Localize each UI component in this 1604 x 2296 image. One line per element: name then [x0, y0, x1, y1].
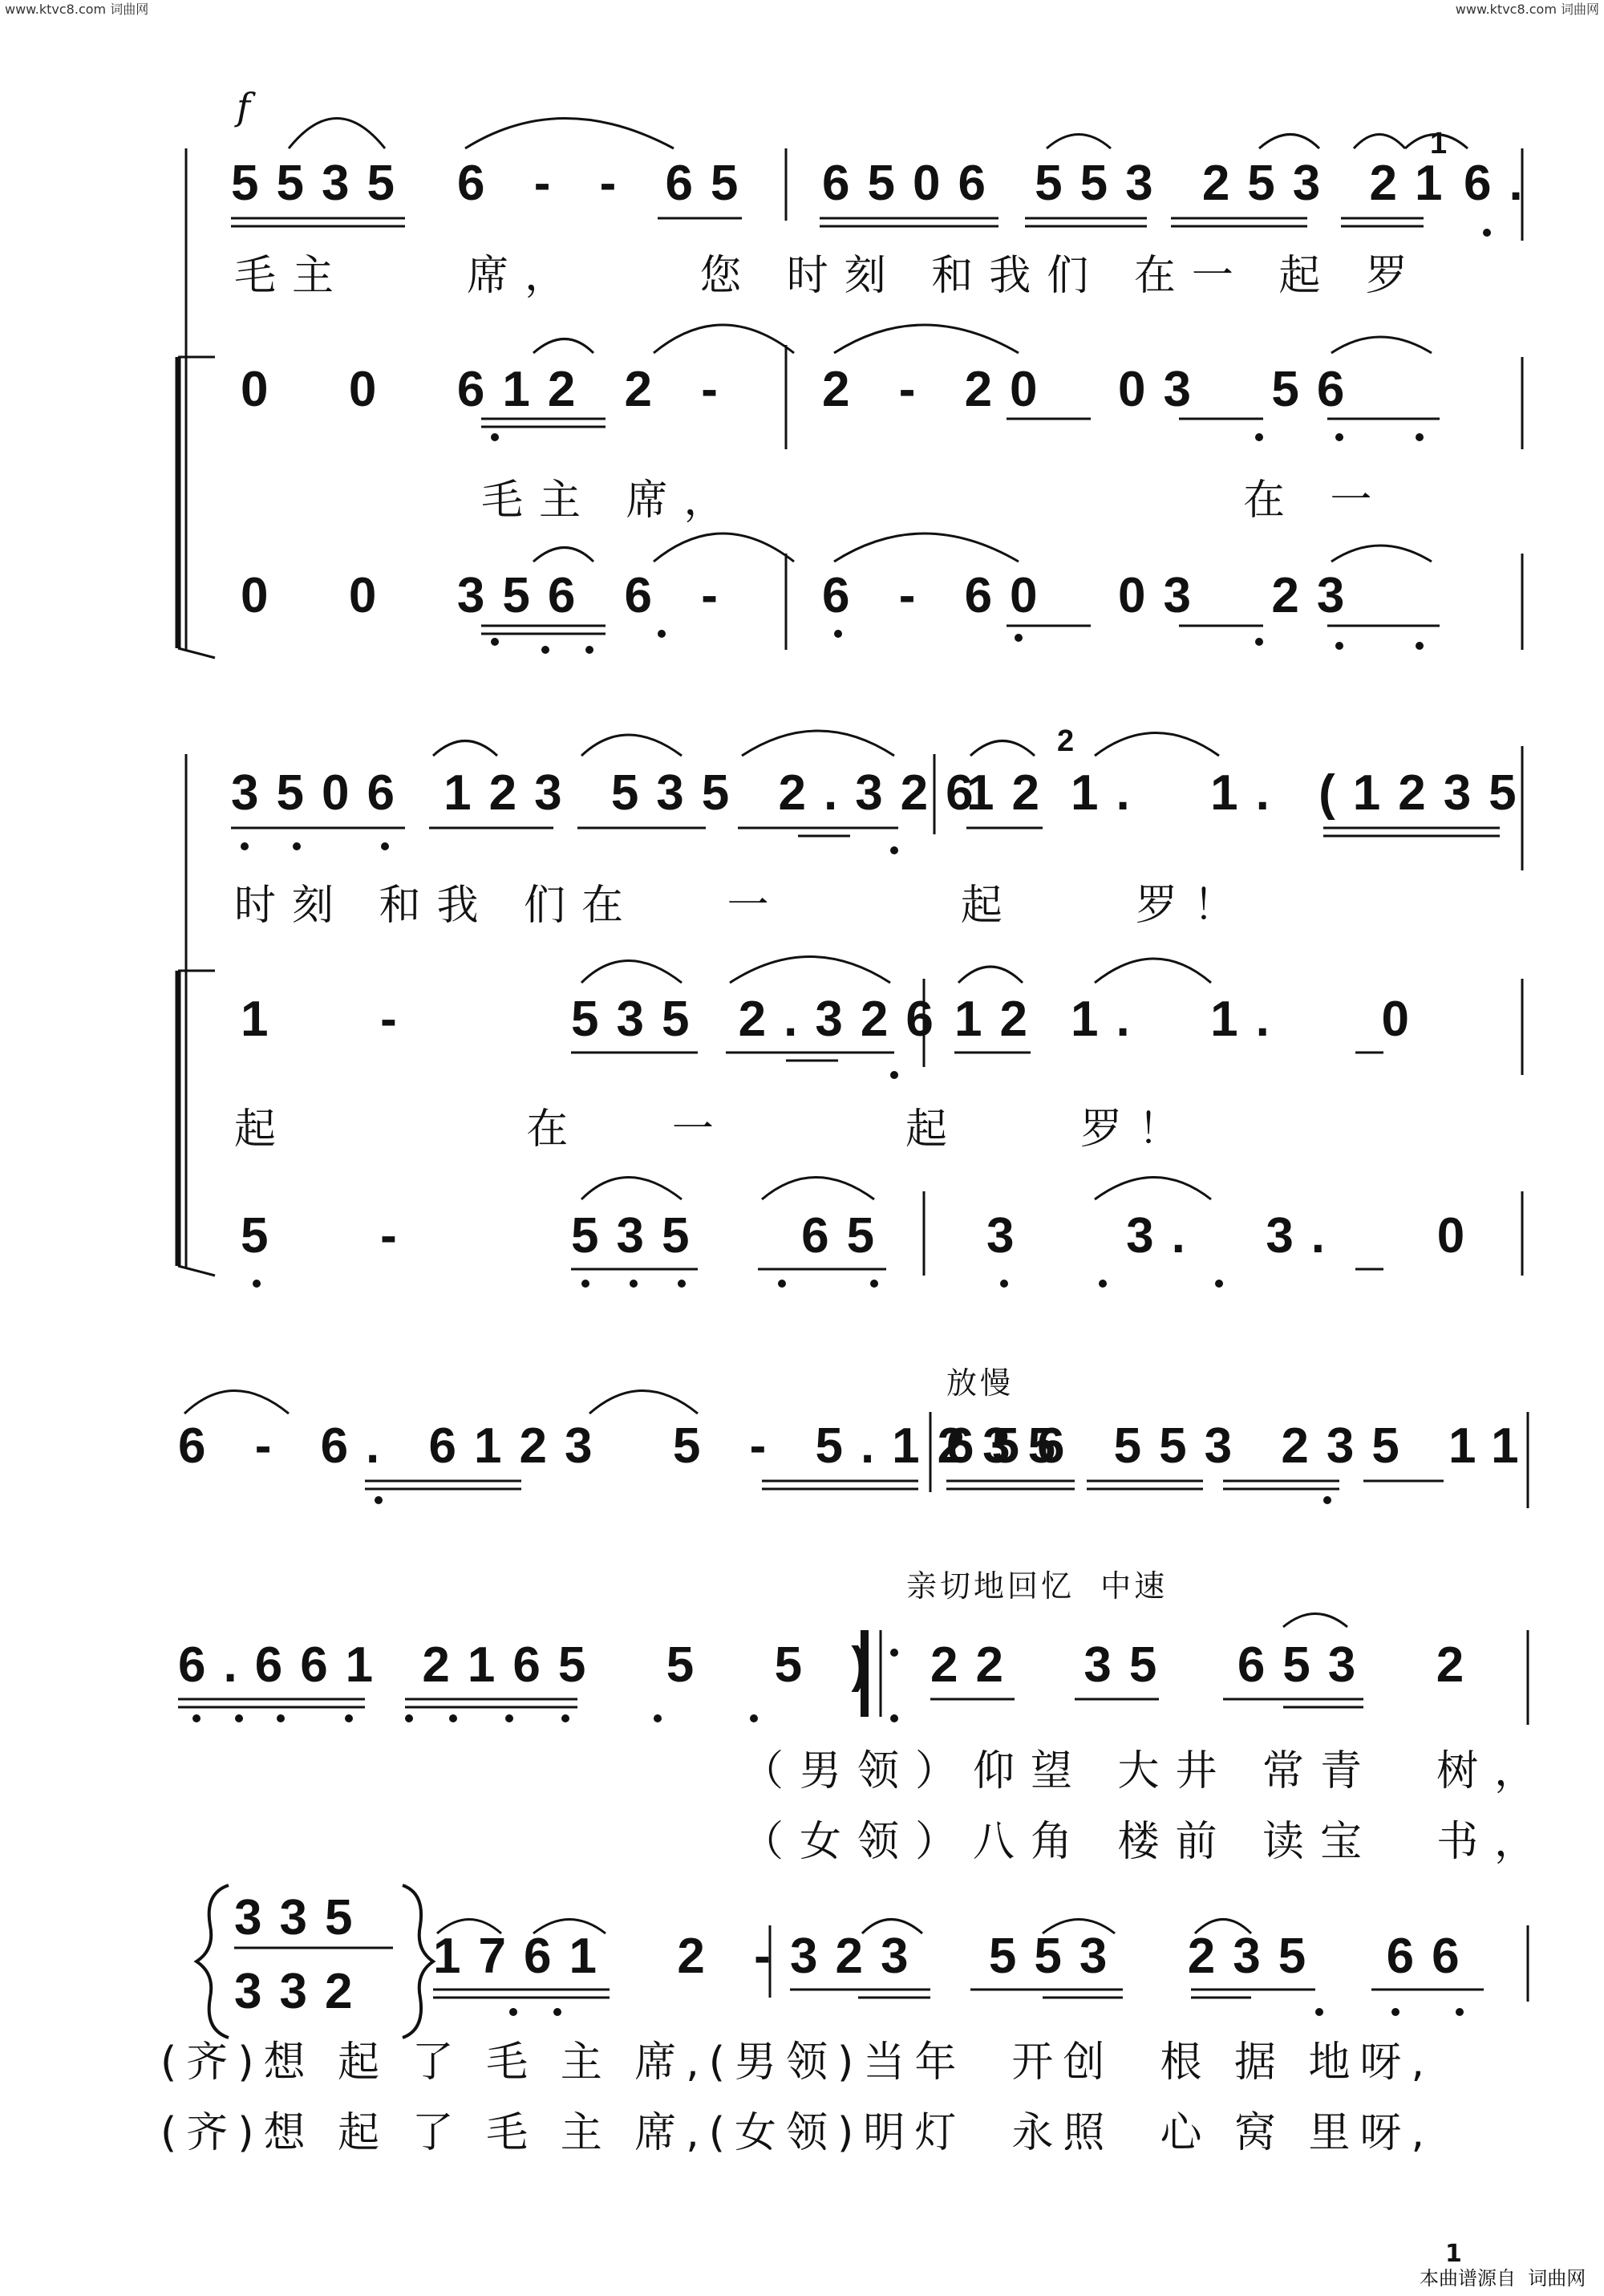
source-credit: 本曲谱源自 词曲网: [1420, 2267, 1586, 2290]
s1-alto-m1: 0 0 612 2 -: [241, 362, 735, 417]
s1-alto-lyric-2: 在 一: [1243, 477, 1388, 525]
s1-lyric: 毛主 席， 您 时刻 和我们 在一 起 罗: [234, 252, 1424, 300]
s1-bass-m1: 0 0 356 6 -: [241, 568, 735, 623]
s2-grace-note: 2: [1057, 724, 1075, 758]
s1-alto-lyric-1: 毛主 席，: [481, 477, 742, 525]
s5-chord-top: 335: [234, 1890, 371, 1945]
s2-alto-m3: 12: [954, 992, 1045, 1047]
s5-lyric-2: (齐)想 起 了 毛 主 席,(女领)明灯 永照 心 窝 里呀,: [160, 2109, 1435, 2157]
s2-bass-m3: 3 3. 3. 0: [986, 1208, 1483, 1264]
s1-melody-m3: 6506 553 253 21: [822, 156, 1460, 211]
s5-melody-m2: 323 553 235 66: [790, 1929, 1477, 1984]
s2-alto-m2: 535 2.326: [571, 992, 951, 1047]
s4-line-m1: 6.661 2165 5 5 ): [178, 1637, 886, 1693]
s1-bass-m2: 6 - 60 03 23: [822, 568, 1363, 623]
s1-alto-m2: 2 - 20 03 56: [822, 362, 1363, 417]
s1-grace-note: 1: [1430, 127, 1448, 160]
s2-alto-m4: 1. 1. 0: [1071, 992, 1428, 1047]
s2-bass-m1: 5 -: [241, 1208, 415, 1264]
header-left: www.ktvc8.com 词曲网: [5, 2, 149, 17]
header-right: www.ktvc8.com 词曲网: [1455, 2, 1599, 17]
s1-melody-m2: 6 - - 65: [457, 156, 756, 211]
dynamic-mark: f: [237, 85, 251, 128]
s4-line-m2: 22 35 653 2: [930, 1637, 1482, 1693]
s2-melody-m1: 3506 123 535 2.326: [231, 765, 991, 821]
s5-lyric-1: (齐)想 起 了 毛 主 席,(男领)当年 开创 根 据 地呀,: [160, 2038, 1435, 2087]
s2-melody-m2: 12: [966, 765, 1057, 821]
s5-chord-bottom: 332: [234, 1964, 371, 2019]
page-number: 1: [1445, 2240, 1462, 2268]
s2-lyric: 时刻 和我 们在 一 起 罗！: [234, 882, 1251, 930]
s4-lyric-male: （男领）仰望 大井 常青 树，: [742, 1747, 1553, 1795]
s2-alto-m1: 1 -: [241, 992, 415, 1047]
s3-line-m2: 656 553 235 11: [946, 1418, 1537, 1474]
s5-melody-m1: 1761 2 -: [433, 1929, 788, 1984]
s2-alto-lyric: 起 在 一 起 罗！: [234, 1105, 1197, 1154]
s3-line-m1: 6 - 6. 6123 5 - 5.1235: [178, 1418, 1074, 1474]
s3-tempo-mark: 放慢: [946, 1365, 1015, 1401]
s2-bass-m2: 535 65: [571, 1208, 893, 1264]
s4-lyric-female: （女领）八角 楼前 读宝 书，: [742, 1818, 1553, 1866]
s4-tempo-mark: 亲切地回忆 中速: [906, 1568, 1169, 1604]
s2-melody-m3: 1. 1. (1235: [1071, 765, 1534, 821]
s1-melody-m1: 5535: [231, 156, 412, 211]
s1-melody-m4: 6.: [1464, 156, 1541, 211]
